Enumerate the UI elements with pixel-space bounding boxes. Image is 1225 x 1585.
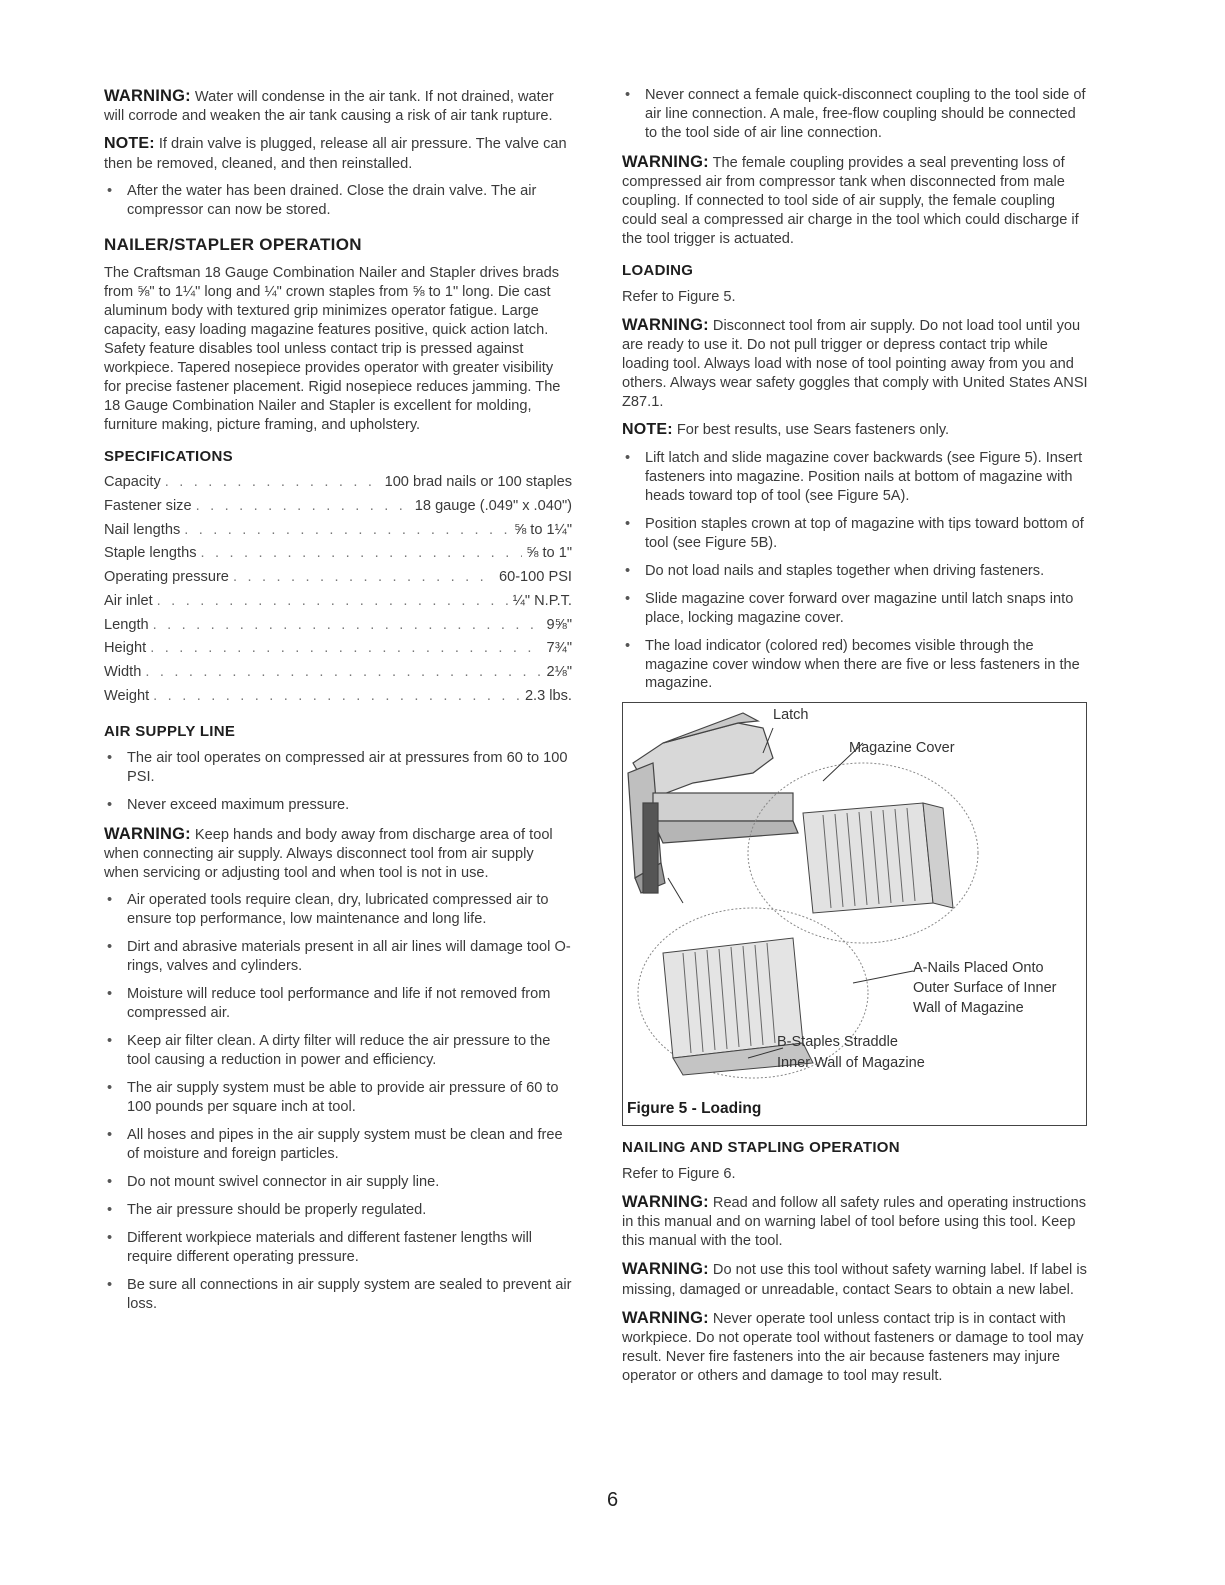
nailing-warning-2: WARNING: Do not use this tool without safety warning label. If label is missing, damaged or unreadable, contact Sears to obtain a new label. [622,1260,1087,1298]
loading-note: NOTE: For best results, use Sears fasteners only. [622,421,950,438]
list-item: • The air pressure should be properly regulated. [104,1201,572,1220]
nails-label-line3: Wall of Magazine [913,1000,1024,1017]
section-heading-loading: LOADING [622,262,694,280]
list-item: • The air supply system must be able to provide air pressure of 60 to 100 pounds per square inch at tool. [104,1079,572,1117]
spec-row: Capacity . . . 100 brad nails or 100 staples [104,473,572,497]
spec-row: Length . . . 9⅝" [104,616,572,640]
list-item: • Keep air filter clean. A dirty filter will reduce the air pressure to the tool causing a reduction in power and efficiency. [104,1032,572,1070]
loading-reference: Refer to Figure 5. [622,288,736,305]
spec-row: Height . . . 7¾" [104,639,572,663]
page-number: 6 [606,1489,619,1511]
nails-label-line2: Outer Surface of Inner [913,980,1057,997]
section-heading-air-supply: AIR SUPPLY LINE [104,723,236,741]
spec-row: Operating pressure . . . 60-100 PSI [104,568,572,592]
list-item: • Dirt and abrasive materials present in all air lines will damage tool O-rings, valves and cylinders. [104,938,572,976]
operation-description: The Craftsman 18 Gauge Combination Nailer and Stapler drives brads from ⅝" to 1¼" long and ¼" crown staples from ⅝ to 1" long. Die cast aluminum body with textured grip minimizes operator fatigue. Large capacity, easy loading magazine features positive, quick action latch. Safety feature disables tool unless contact trip is pressed against workpiece. Tapered nosepiece provides operator with greater visibility for precise fastener placement. Rigid nosepiece reduces jamming. The 18 Gauge Combination Nailer and Stapler is excellent for molding, furniture making, picture framing, and upholstery. [104,265,561,433]
loading-bullets [622,449,1090,694]
coupling-bullets [622,86,1090,143]
staples-label-line2: Inner Wall of Magazine [777,1055,925,1072]
latch-label: Latch [773,707,809,724]
magazine-cover-label: Magazine Cover [849,740,955,757]
list-item: • Different workpiece materials and different fastener lengths will require different operating pressure. [104,1229,572,1267]
list-item: • Slide magazine cover forward over magazine until latch snaps into place, locking magazine cover. [622,590,1090,628]
nailing-reference: Refer to Figure 6. [622,1165,736,1182]
air-supply-bullets-top [104,749,572,815]
spec-row: Width . . . 2⅛" [104,663,572,687]
left-column [104,86,572,1323]
nailing-warning-1: WARNING: Read and follow all safety rules and operating instructions in this manual and on warning label of tool before using this tool. Keep this manual with the tool. [622,1192,1087,1250]
section-heading-operation: NAILER/STAPLER OPERATION [104,235,362,255]
list-item: • Moisture will reduce tool performance and life if not removed from compressed air. [104,985,572,1023]
loading-warning: WARNING: Disconnect tool from air supply. Do not load tool until you are ready to use it. Do not pull trigger or depress contact trip while loading tool. Always load with nose of tool pointing away from you and others. Always wear safety goggles that comply with United States ANSI Z87.1. [622,315,1088,411]
drain-bullets [104,182,572,220]
air-supply-bullets [104,891,572,1313]
figure-5-loading [622,702,1087,1126]
air-supply-warning: WARNING: Keep hands and body away from discharge area of tool when connecting air supply. Always disconnect tool from air supply when servicing or adjusting tool and when tool is not in use. [104,824,553,882]
spec-row: Nail lengths . . . ⅝ to 1¼" [104,521,572,545]
nailer-tool-drawing [628,713,798,893]
specifications-list [104,473,572,710]
coupling-warning: WARNING: The female coupling provides a seal preventing loss of compressed air from compressor tank when disconnected from male coupling. If connected to tool side of air supply, the female coupling could seal a compressed air charge in the tool which could discharge if the tool trigger is actuated. [622,152,1079,248]
section-heading-specifications: SPECIFICATIONS [104,447,233,465]
spec-row: Air inlet . . . ¼" N.P.T. [104,592,572,616]
spec-row: Weight . . . 2.3 lbs. [104,687,572,711]
list-item: • Position staples crown at top of magazine with tips toward bottom of tool (see Figure 5B). [622,515,1090,553]
figure-caption: Figure 5 - Loading [627,1100,762,1118]
drain-valve-note: NOTE: If drain valve is plugged, release all air pressure. The valve can then be removed, cleaned, and then reinstalled. [104,135,567,173]
list-item: • The air tool operates on compressed air at pressures from 60 to 100 PSI. [104,749,572,787]
nailing-warning-3: WARNING: Never operate tool unless contact trip is in contact with workpiece. Do not operate tool without fasteners or damage to tool may result. Never fire fasteners into the air because fasteners may injure operator or others and damage to tool may result. [622,1308,1084,1385]
nails-magazine-detail [803,803,953,913]
spec-row: Fastener size . . . 18 gauge (.049" x .040") [104,497,572,521]
list-item: • Do not mount swivel connector in air supply line. [104,1173,572,1192]
section-heading-nailing: NAILING AND STAPLING OPERATION [622,1139,900,1157]
list-item: • Air operated tools require clean, dry, lubricated compressed air to ensure top performance, low maintenance and long life. [104,891,572,929]
list-item: • Never connect a female quick-disconnect coupling to the tool side of air line connection. A male, free-flow coupling should be connected to the tool side of air line connection. [622,86,1090,143]
list-item: • Be sure all connections in air supply system are sealed to prevent air loss. [104,1276,572,1314]
list-item: • After the water has been drained. Close the drain valve. The air compressor can now be stored. [104,182,572,220]
list-item: • The load indicator (colored red) becomes visible through the magazine cover window when there are five or less fasteners in the magazine. [622,637,1090,694]
spec-row: Staple lengths . . . ⅝ to 1" [104,544,572,568]
list-item: • All hoses and pipes in the air supply system must be clean and free of moisture and foreign particles. [104,1126,572,1164]
nails-label-line1: A-Nails Placed Onto [913,960,1044,977]
right-column [622,86,1090,1394]
list-item: • Do not load nails and staples together when driving fasteners. [622,562,1090,581]
list-item: • Never exceed maximum pressure. [104,796,572,815]
tank-water-warning: WARNING: Water will condense in the air tank. If not drained, water will corrode and weaken the air tank causing a risk of air tank rupture. [104,87,554,125]
list-item: • Lift latch and slide magazine cover backwards (see Figure 5). Insert fasteners into magazine. Position nails at bottom of magazine with heads toward top of tool (see Figure 5A). [622,449,1090,506]
staples-label-line1: B-Staples Straddle [777,1034,898,1051]
